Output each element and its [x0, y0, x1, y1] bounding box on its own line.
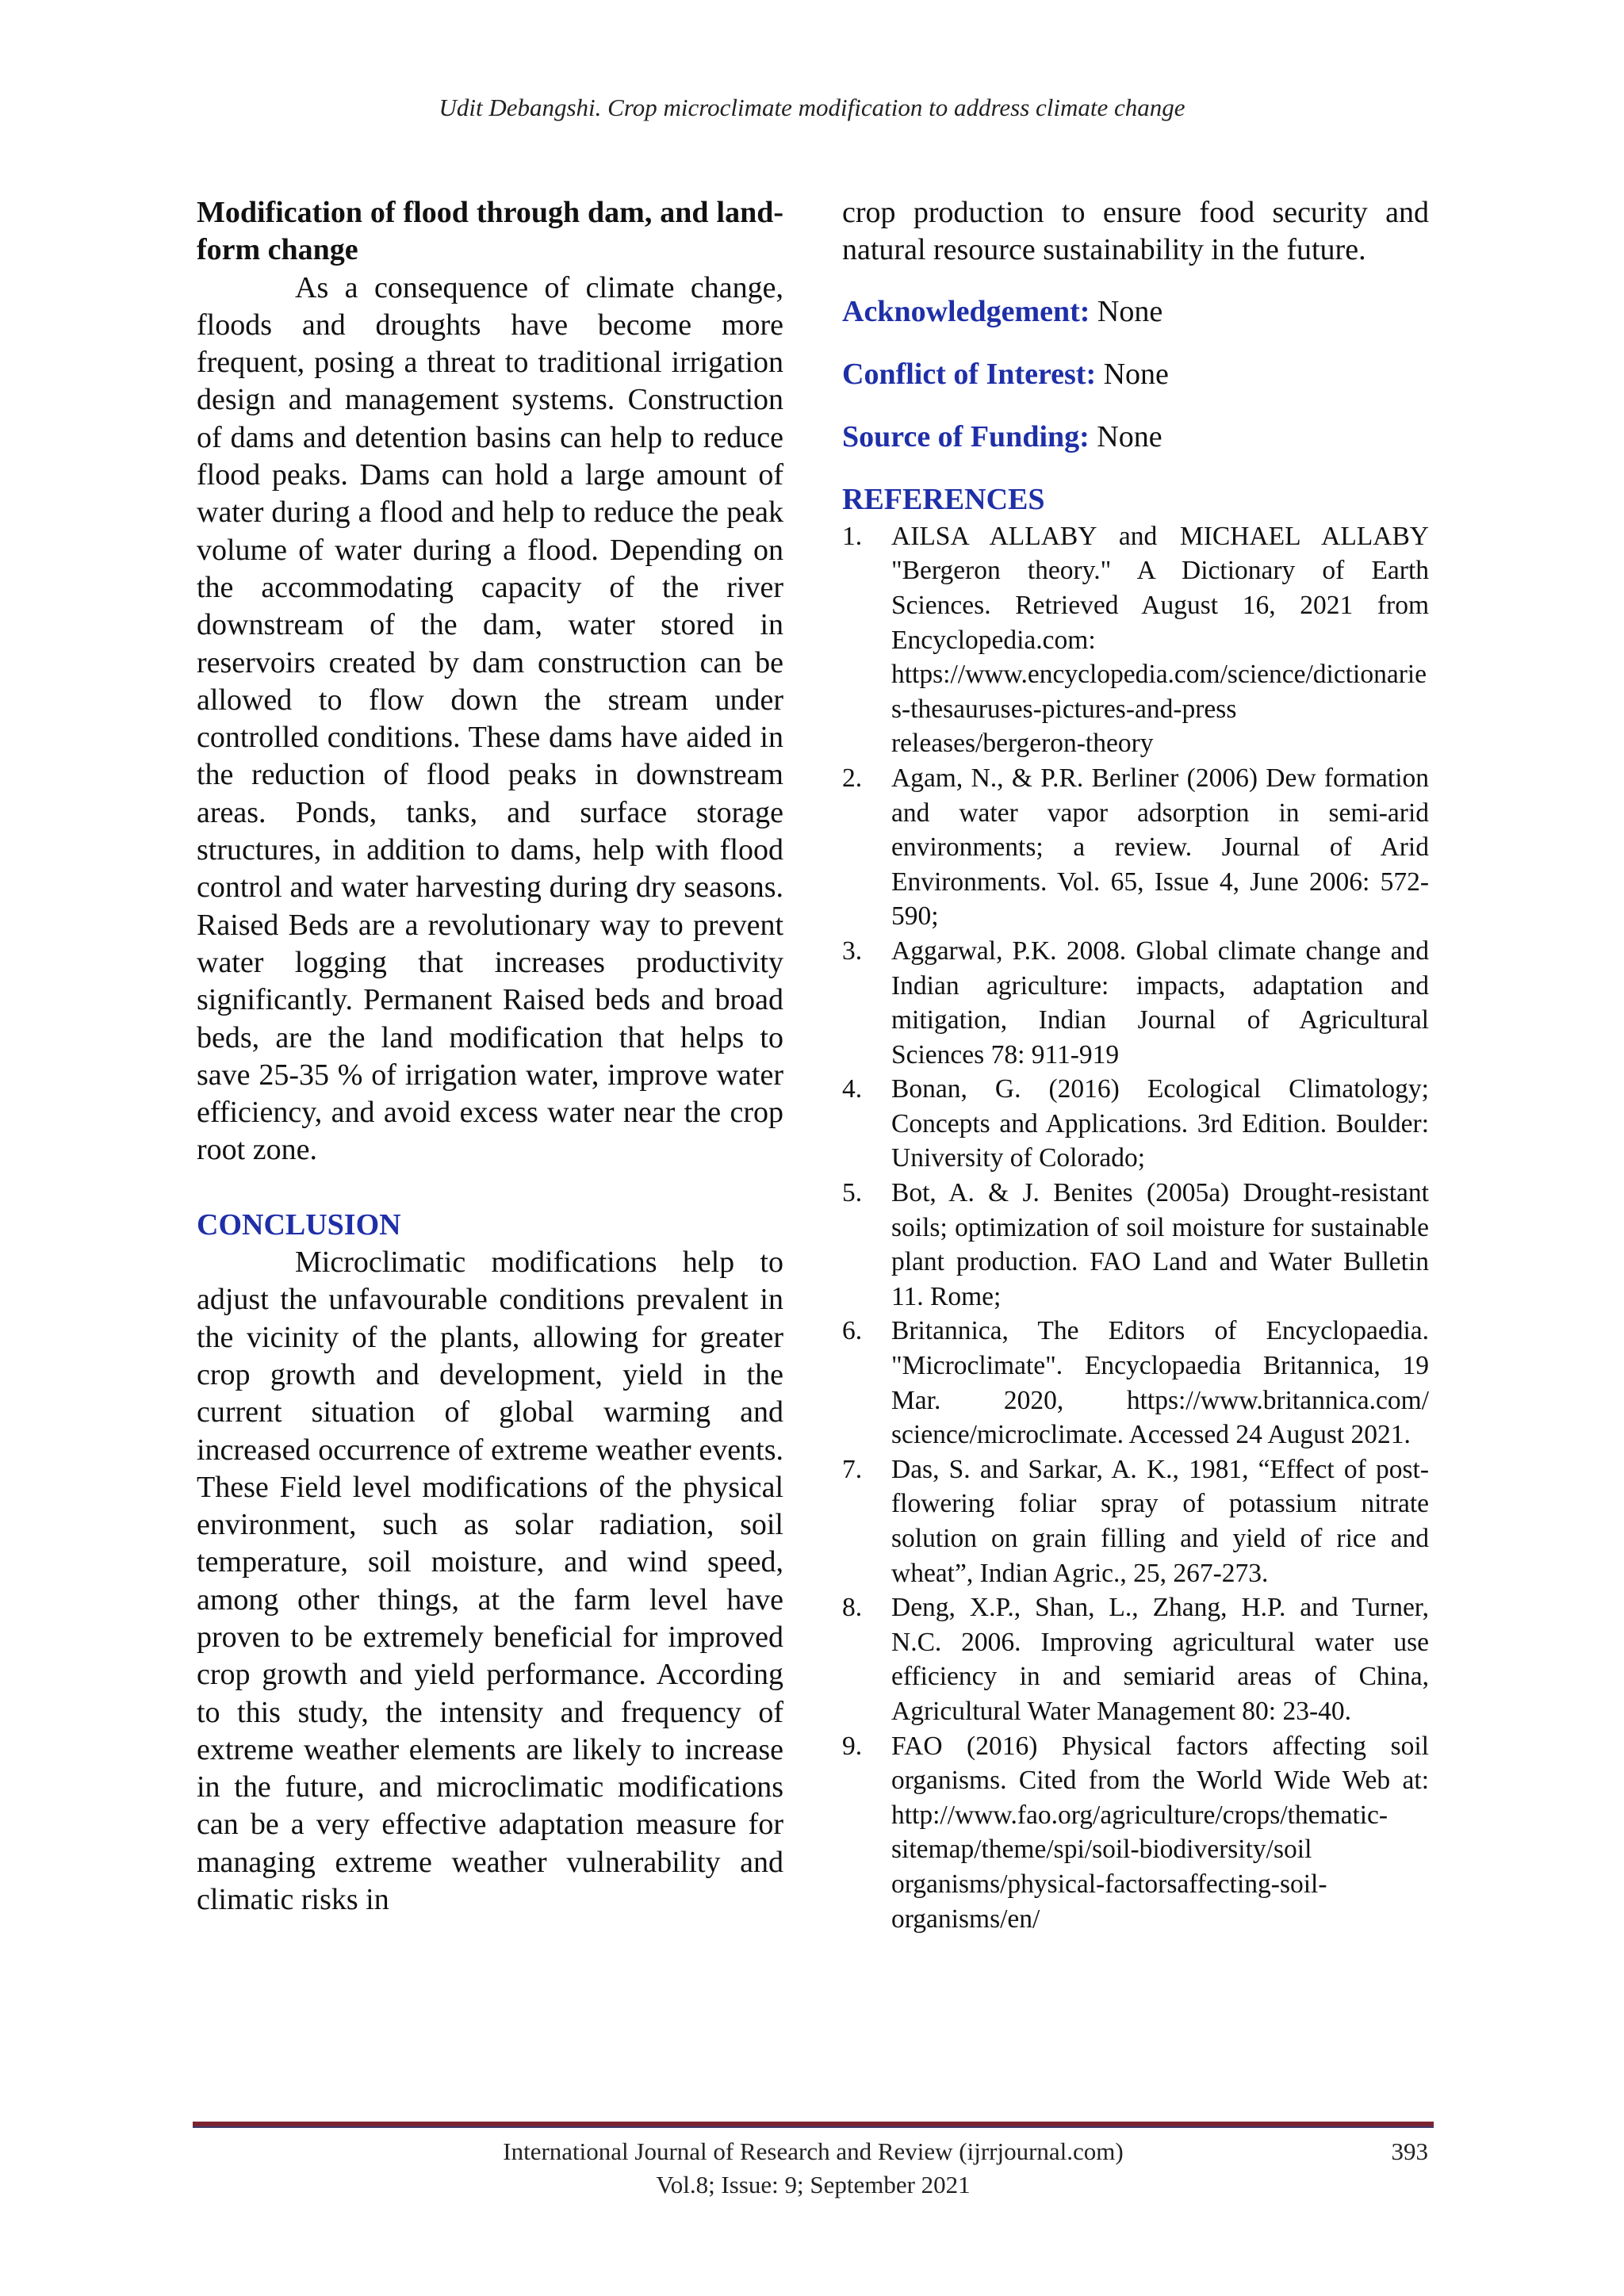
acknowledgement-label: Acknowledgement: — [842, 294, 1090, 328]
reference-text: Aggarwal, P.K. 2008. Global climate change and Indian agriculture: impacts, adaptation and mitigation, Indian Journal of Agricultural Sciences 78: 911-919 — [891, 936, 1429, 1070]
acknowledgement-line — [842, 293, 1429, 331]
reference-item — [842, 1314, 1429, 1452]
section-body: As a consequence of climate change, floods and droughts have become more frequent, posing a threat to traditional irrigation design and management systems. Construction of dams and detention basins can help to reduce flood peaks. Dams can hold a large amount of water during a flood and help to reduce the peak volume of water during a flood. Depending on the accommodating capacity of the river downstream of the dam, water stored in reservoirs created by dam construction can be allowed to flow down the stream under controlled conditions. These dams have aided in the reduction of flood peaks in downstream areas. Ponds, tanks, and surface storage structures, in addition to dams, help with flood control and water harvesting during dry seasons. Raised Beds are a revolutionary way to prevent water logging that increases productivity significantly. Permanent Raised beds and broad beds, are the land modification that helps to save 25-35 % of irrigation water, improve water efficiency, and avoid excess water near the crop root zone. — [197, 270, 783, 1167]
funding-line — [842, 419, 1429, 456]
reference-item — [842, 1176, 1429, 1314]
footer-issue: Vol.8; Issue: 9; September 2021 — [656, 2171, 971, 2198]
reference-number: 4. — [842, 1074, 863, 1104]
reference-text: Britannica, The Editors of Encyclopaedia. "Microclimate". Encyclopaedia Britannica, 19 Mar. 2020, https://www.britannica.com/ science/microclimate. Accessed 24 August 2021. — [891, 1316, 1429, 1450]
left-column — [197, 194, 783, 1919]
right-column — [842, 194, 1429, 1936]
reference-number: 3. — [842, 936, 863, 966]
reference-number: 5. — [842, 1178, 863, 1208]
reference-number: 2. — [842, 763, 863, 793]
reference-text: AILSA ALLABY and MICHAEL ALLABY "Bergeron theory." A Dictionary of Earth Sciences. Retrieved August 16, 2021 from Encyclopedia.com: https://www.encyclopedia.com/science/dictionaries-thesauruses-pictures-and-press releases/bergeron-theory — [891, 521, 1429, 759]
section-heading: Modification of flood through dam, and land-form change — [197, 196, 783, 267]
reference-item — [842, 761, 1429, 934]
conclusion-continuation: crop production to ensure food security and natural resource sustainability in the future. — [842, 196, 1429, 267]
reference-number: 7. — [842, 1454, 863, 1484]
conflict-line — [842, 356, 1429, 393]
reference-item — [842, 934, 1429, 1072]
footer-rule — [193, 2122, 1434, 2128]
reference-text: FAO (2016) Physical factors affecting soil organisms. Cited from the World Wide Web at: http://www.fao.org/agriculture/crops/thematic-sitemap/theme/spi/soil-biodiversity/soil organisms/physical-factorsaffecting-soil-organisms/en/ — [891, 1731, 1429, 1934]
reference-number: 1. — [842, 521, 863, 551]
reference-number: 8. — [842, 1593, 863, 1623]
conclusion-heading: CONCLUSION — [197, 1207, 401, 1242]
funding-value: None — [1089, 420, 1162, 454]
conflict-value: None — [1096, 357, 1169, 391]
reference-item — [842, 1072, 1429, 1176]
footer-journal: International Journal of Research and Review (ijrrjournal.com) — [503, 2137, 1124, 2165]
funding-label: Source of Funding: — [842, 420, 1090, 454]
references-heading: REFERENCES — [842, 483, 1045, 517]
reference-number: 6. — [842, 1316, 863, 1346]
reference-item — [842, 1452, 1429, 1590]
reference-text: Das, S. and Sarkar, A. K., 1981, “Effect of post-flowering foliar spray of potassium nitrate solution on grain filling and yield of rice and wheat”, Indian Agric., 25, 267-273. — [891, 1454, 1429, 1588]
reference-list — [842, 519, 1429, 1936]
page-number: 393 — [1391, 2137, 1428, 2165]
acknowledgement-value: None — [1090, 294, 1163, 328]
reference-number: 9. — [842, 1731, 863, 1761]
reference-text: Bonan, G. (2016) Ecological Climatology; Concepts and Applications. 3rd Edition. Boulder: University of Colorado; — [891, 1074, 1429, 1173]
reference-item — [842, 1590, 1429, 1728]
conflict-label: Conflict of Interest: — [842, 357, 1097, 391]
reference-item — [842, 1729, 1429, 1937]
reference-text: Agam, N., & P.R. Berliner (2006) Dew formation and water vapor adsorption in semi-arid environments; a review. Journal of Arid Environments. Vol. 65, Issue 4, June 2006: 572-590; — [891, 763, 1429, 932]
conclusion-body: Microclimatic modifications help to adjust the unfavourable conditions prevalent in the vicinity of the plants, allowing for greater crop growth and development, yield in the current situation of global warming and increased occurrence of extreme weather events. These Field level modifications of the physical environment, such as solar radiation, soil temperature, soil moisture, and wind speed, among other things, at the farm level have proven to be extremely beneficial for improved crop growth and yield performance. According to this study, the intensity and frequency of extreme weather elements are likely to increase in the future, and microclimatic modifications can be a very effective adaptation measure for managing extreme weather vulnerability and climatic risks in — [197, 1246, 783, 1917]
reference-text: Bot, A. & J. Benites (2005a) Drought-resistant soils; optimization of soil moisture for sustainable plant production. FAO Land and Water Bulletin 11. Rome; — [891, 1178, 1429, 1311]
running-head: Udit Debangshi. Crop microclimate modification to address climate change — [439, 94, 1185, 121]
reference-item — [842, 519, 1429, 761]
reference-text: Deng, X.P., Shan, L., Zhang, H.P. and Turner, N.C. 2006. Improving agricultural water use efficiency in and semiarid areas of China, Agricultural Water Management 80: 23-40. — [891, 1593, 1429, 1726]
